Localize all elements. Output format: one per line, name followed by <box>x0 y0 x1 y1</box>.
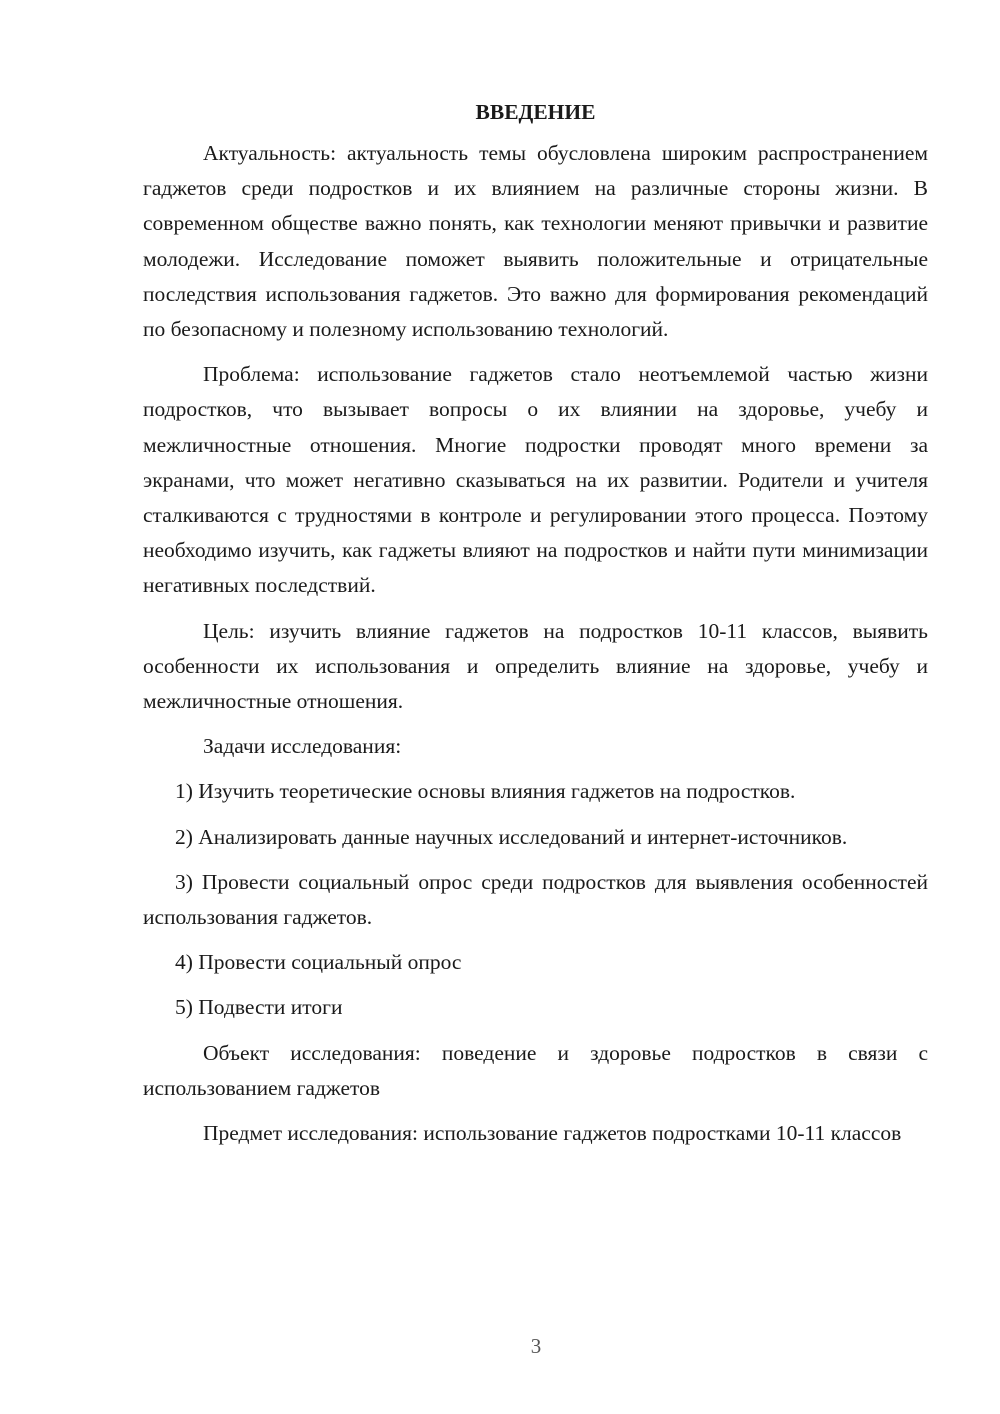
list-item: 5) Подвести итоги <box>175 995 343 1020</box>
page-title: ВВЕДЕНИЕ <box>475 100 596 124</box>
tasks-heading: Задачи исследования: <box>203 734 402 759</box>
list-item: 2) Анализировать данные научных исследований и интернет-источников. <box>175 824 848 849</box>
document-page <box>143 96 928 1161</box>
paragraph-relevance: Актуальность: актуальность темы обусловлена широким распространением гаджетов среди подростков и их влиянием на различные стороны жизни. В современном обществе важно понять, как технологии меняют привычки и развитие молодежи. Исследование поможет выявить положительные и отрицательные последствия использования гаджетов. Это важно для формирования рекомендаций по безопасному и полезному использованию технологий. <box>143 141 928 342</box>
list-item: 4) Провести социальный опрос <box>175 950 462 975</box>
list-item: 3) Провести социальный опрос среди подростков для выявления особенностей использования гаджетов. <box>143 869 928 930</box>
paragraph-goal: Цель: изучить влияние гаджетов на подростков 10-11 классов, выявить особенности их использования и определить влияние на здоровье, учебу и межличностные отношения. <box>143 618 928 714</box>
tasks-list <box>143 774 928 1025</box>
paragraph-subject: Предмет исследования: использование гаджетов подростками 10-11 классов <box>203 1121 902 1146</box>
paragraph-problem: Проблема: использование гаджетов стало неотъемлемой частью жизни подростков, что вызывает вопросы о их влиянии на здоровье, учебу и межличностные отношения. Многие подростки проводят много времени за экранами, что может негативно сказываться на их развитии. Родители и учителя сталкиваются с трудностями в контроле и регулировании этого процесса. Поэтому необходимо изучить, как гаджеты влияют на подростков и найти пути минимизации негативных последствий. <box>143 362 928 598</box>
list-item: 1) Изучить теоретические основы влияния гаджетов на подростков. <box>175 779 796 804</box>
page-number: 3 <box>530 1334 542 1358</box>
paragraph-object: Объект исследования: поведение и здоровье подростков в связи с использованием гаджетов <box>143 1040 928 1100</box>
